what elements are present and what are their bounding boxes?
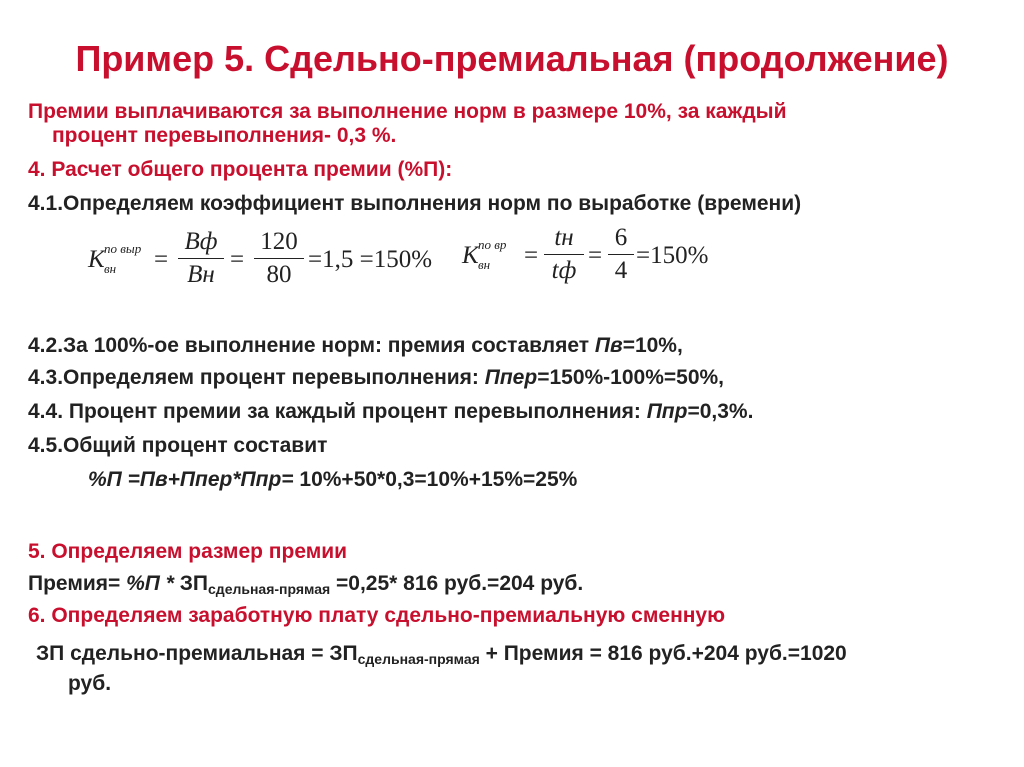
fraction-numeric: 6 4 <box>608 224 634 285</box>
step4-1-text: 4.1.Определяем коэффициент выполнения норм по выработке (времени) <box>28 192 802 215</box>
coefficient-subscript: вн <box>478 257 491 272</box>
total-percent-formula: %П =Пв+Ппер*Ппр= 10%+50*0,3=10%+15%=25% <box>88 468 578 491</box>
step5-heading: 5. Определяем размер премии <box>28 540 348 563</box>
premium-calculation: Премия= $\%П * ЗП_{сдельная-прямая} =0,25*$ 816 руб.=204 руб. <box>28 572 584 597</box>
coefficient-subscript: вн <box>104 261 117 276</box>
step4-2-text: 4.2.За 100%-ое выполнение норм: премия составляет Пв=10%, <box>28 334 683 357</box>
step4-3-text: 4.3.Определяем процент перевыполнения: Ппер=150%-100%=50%, <box>28 366 725 389</box>
formula-result: =1,5 =150% <box>308 246 433 273</box>
slide-title: Пример 5. Сдельно-премиальная (продолжение) <box>75 38 949 79</box>
formula-result: =150% <box>636 242 709 269</box>
wage-calculation-continued: руб. <box>68 672 112 695</box>
step4-heading: 4. Расчет общего процента премии (%П): <box>28 158 453 181</box>
intro-line-1: Премии выплачиваются за выполнение норм в размере 10%, за каждый <box>28 100 787 123</box>
intro-line-2: процент перевыполнения- 0,3 %. <box>52 124 397 147</box>
equals-sign: = <box>524 242 539 269</box>
fraction-actual-over-norm: Bф Bн <box>178 228 224 289</box>
step4-5-text: 4.5.Общий процент составит <box>28 434 328 457</box>
coefficient-superscript: по выр <box>104 241 142 256</box>
coefficient-symbol: K <box>88 246 105 273</box>
equals-sign: = <box>230 246 245 273</box>
coefficient-symbol: K <box>462 242 479 269</box>
step4-4-text: 4.4. Процент премии за каждый процент перевыполнения: Ппр=0,3%. <box>28 400 754 423</box>
equals-sign: = <box>588 242 603 269</box>
fraction-numeric: 120 80 <box>254 228 304 289</box>
equals-sign: = <box>154 246 169 273</box>
formula-output-coefficient <box>88 228 433 296</box>
formula-time-coefficient <box>462 224 712 296</box>
wage-calculation: ЗП сдельно-премиальная = $ЗП_{сдельная-прямая}$ + Премия = 816 руб.+204 руб.=1020 <box>36 642 847 667</box>
fraction-time: tн tф <box>544 224 584 285</box>
step6-heading: 6. Определяем заработную плату сдельно-премиальную сменную <box>28 604 726 627</box>
coefficient-superscript: по вр <box>478 237 507 252</box>
